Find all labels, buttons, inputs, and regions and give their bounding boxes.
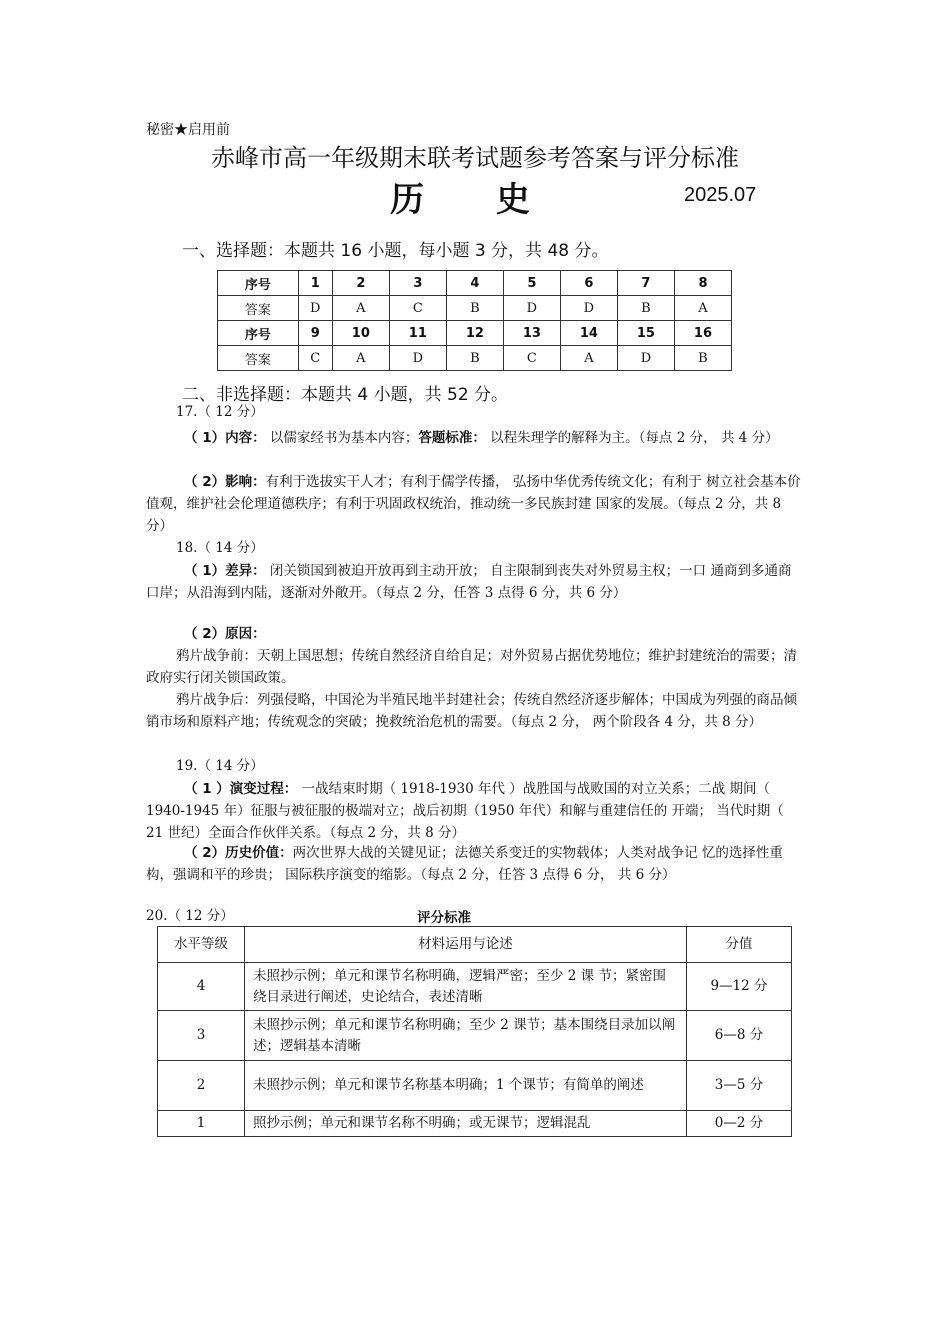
q17-part1-label: （ 1）内容： bbox=[184, 430, 266, 446]
subject-title: 历 史 bbox=[390, 180, 560, 220]
rubric-title: 评分标准 bbox=[417, 910, 471, 926]
rubric-level: 1 bbox=[158, 1111, 245, 1137]
question-number: 2 bbox=[332, 271, 389, 296]
question-number: 10 bbox=[332, 321, 389, 346]
q18-part2-before bbox=[146, 645, 804, 689]
q19-heading: 19.（ 14 分） bbox=[176, 758, 264, 774]
answer-cell: B bbox=[446, 296, 503, 321]
question-number: 12 bbox=[446, 321, 503, 346]
q17-part1-label2: 答题标准： bbox=[418, 430, 486, 446]
exam-date: 2025.07 bbox=[684, 184, 757, 206]
rubric-level: 3 bbox=[158, 1011, 245, 1061]
q17-part2-label: （ 2）影响： bbox=[184, 474, 266, 490]
q18-part1-label: （ 1）差异： bbox=[184, 563, 266, 579]
q18-part2-label: （ 2）原因： bbox=[184, 626, 266, 642]
q20-heading: 20.（ 12 分） bbox=[146, 908, 234, 924]
question-number: 6 bbox=[560, 271, 617, 296]
q19-part1 bbox=[146, 778, 804, 844]
rubric-score: 9—12 分 bbox=[687, 963, 792, 1011]
q19-part2-label: （ 2）历史价值： bbox=[184, 845, 293, 861]
answer-cell: D bbox=[503, 296, 560, 321]
answer-cell: A bbox=[332, 296, 389, 321]
rubric-desc: 照抄示例；单元和课节名称不明确；或无课节；逻辑混乱 bbox=[245, 1111, 687, 1137]
num-label: 序号 bbox=[218, 271, 299, 296]
q17-part2 bbox=[146, 471, 804, 537]
question-number: 16 bbox=[674, 321, 731, 346]
question-number: 9 bbox=[298, 321, 332, 346]
table-row bbox=[158, 963, 792, 1011]
answer-cell: B bbox=[617, 296, 674, 321]
answer-cell: B bbox=[674, 346, 731, 371]
question-number: 13 bbox=[503, 321, 560, 346]
q17-heading: 17.（ 12 分） bbox=[176, 404, 264, 420]
answer-cell: B bbox=[446, 346, 503, 371]
table-row bbox=[158, 1011, 792, 1061]
answer-cell: A bbox=[674, 296, 731, 321]
rubric-level: 4 bbox=[158, 963, 245, 1011]
q19-part1-label: （ 1 ）演变过程： bbox=[184, 781, 298, 797]
question-number: 11 bbox=[389, 321, 446, 346]
question-number: 15 bbox=[617, 321, 674, 346]
rubric-header-level: 水平等级 bbox=[158, 927, 245, 963]
table-row bbox=[158, 1111, 792, 1137]
answer-cell: D bbox=[298, 296, 332, 321]
table-row bbox=[218, 321, 732, 346]
rubric-header-score: 分值 bbox=[687, 927, 792, 963]
q18-part2 bbox=[146, 623, 804, 645]
table-row bbox=[218, 346, 732, 371]
answer-cell: C bbox=[298, 346, 332, 371]
section2-heading: 二、非选择题：本题共 4 小题，共 52 分。 bbox=[182, 385, 509, 405]
question-number: 14 bbox=[560, 321, 617, 346]
question-number: 5 bbox=[503, 271, 560, 296]
q19-part2 bbox=[146, 842, 804, 886]
question-number: 1 bbox=[298, 271, 332, 296]
table-row bbox=[218, 271, 732, 296]
answer-cell: C bbox=[389, 296, 446, 321]
q17-part1-text2: 以程朱理学的解释为主。（每点 2 分， 共 4 分） bbox=[485, 430, 779, 446]
q17-part1 bbox=[146, 427, 804, 449]
rubric-desc: 未照抄示例；单元和课节名称明确，逻辑严密；至少 2 课 节；紧密围绕目录进行阐述，史论结合，表述清晰 bbox=[245, 963, 687, 1011]
q19-part2-text: 两次世界大战的关键见证；法德关系变迁的实物载体；人类对战争记 忆的选择性重构，强调和平的珍贵； 国际秩序演变的缩影。（每点 2 分，任答 3 点得 6 分， 共 6 分） bbox=[146, 845, 783, 883]
answer-cell: A bbox=[560, 346, 617, 371]
answer-cell: D bbox=[389, 346, 446, 371]
rubric-desc: 未照抄示例；单元和课节名称明确；至少 2 课节；基本围绕目录加以阐述；逻辑基本清晰 bbox=[245, 1011, 687, 1061]
answer-label: 答案 bbox=[218, 346, 299, 371]
q17-part2-text: 有利于选拔实干人才；有利于儒学传播， 弘扬中华优秀传统文化；有利于 树立社会基本价值观，维护社会伦理道德秩序；有利于巩固政权统治，推动统一多民族封建 国家的发展。（每点 2 分，共 8 分） bbox=[146, 474, 801, 534]
answer-table bbox=[217, 270, 732, 371]
question-number: 7 bbox=[617, 271, 674, 296]
rubric-desc: 未照抄示例；单元和课节名称基本明确；1 个课节；有简单的阐述 bbox=[245, 1061, 687, 1111]
q18-part1 bbox=[146, 560, 804, 604]
answer-cell: A bbox=[332, 346, 389, 371]
q18-part2-before-text: 鸦片战争前：天朝上国思想；传统自然经济自给自足；对外贸易占据优势地位；维护封建统治的需要；清政府实行闭关锁国政策。 bbox=[146, 648, 797, 686]
rubric-score: 6—8 分 bbox=[687, 1011, 792, 1061]
answer-label: 答案 bbox=[218, 296, 299, 321]
section1-heading: 一、选择题：本题共 16 小题，每小题 3 分，共 48 分。 bbox=[182, 241, 609, 261]
rubric-header-desc: 材料运用与论述 bbox=[245, 927, 687, 963]
answer-cell: C bbox=[503, 346, 560, 371]
table-row bbox=[158, 1061, 792, 1111]
secret-label: 秘密★启用前 bbox=[146, 122, 230, 138]
q18-part2-after bbox=[146, 689, 804, 733]
num-label: 序号 bbox=[218, 321, 299, 346]
document-title: 赤峰市高一年级期末联考试题参考答案与评分标准 bbox=[211, 144, 739, 172]
question-number: 3 bbox=[389, 271, 446, 296]
rubric-score: 0—2 分 bbox=[687, 1111, 792, 1137]
answer-cell: D bbox=[617, 346, 674, 371]
table-row bbox=[218, 296, 732, 321]
question-number: 4 bbox=[446, 271, 503, 296]
q17-part1-text: 以儒家经书为基本内容； bbox=[265, 430, 419, 446]
q18-part2-after-text: 鸦片战争后：列强侵略，中国沦为半殖民地半封建社会；传统自然经济逐步解体；中国成为列强的商品倾销市场和原料产地；传统观念的突破；挽救统治危机的需要。（每点 2 分， 两个阶段各 4 分，共 8 分） bbox=[146, 692, 797, 730]
rubric-level: 2 bbox=[158, 1061, 245, 1111]
rubric-score: 3—5 分 bbox=[687, 1061, 792, 1111]
answer-cell: D bbox=[560, 296, 617, 321]
question-number: 8 bbox=[674, 271, 731, 296]
q19-part1-text: 一战结束时期（ 1918-1930 年代 ）战胜国与战败国的对立关系；二战 期间（ 1940-1945 年）征服与被征服的极端对立；战后初期（1950 年代）和解与重建信任的 开端； 当代时期（ 21 世纪）全面合作伙伴关系。（每点 2 分，共 8 分） bbox=[146, 781, 784, 841]
table-row bbox=[158, 927, 792, 963]
rubric-table bbox=[157, 926, 792, 1137]
q18-part1-text: 闭关锁国到被迫开放再到主动开放； 自主限制到丧失对外贸易主权；一口 通商到多通商口岸；从沿海到内陆，逐渐对外敞开。（每点 2 分，任答 3 点得 6 分，共 6 分） bbox=[146, 563, 792, 601]
q18-heading: 18.（ 14 分） bbox=[176, 540, 264, 556]
